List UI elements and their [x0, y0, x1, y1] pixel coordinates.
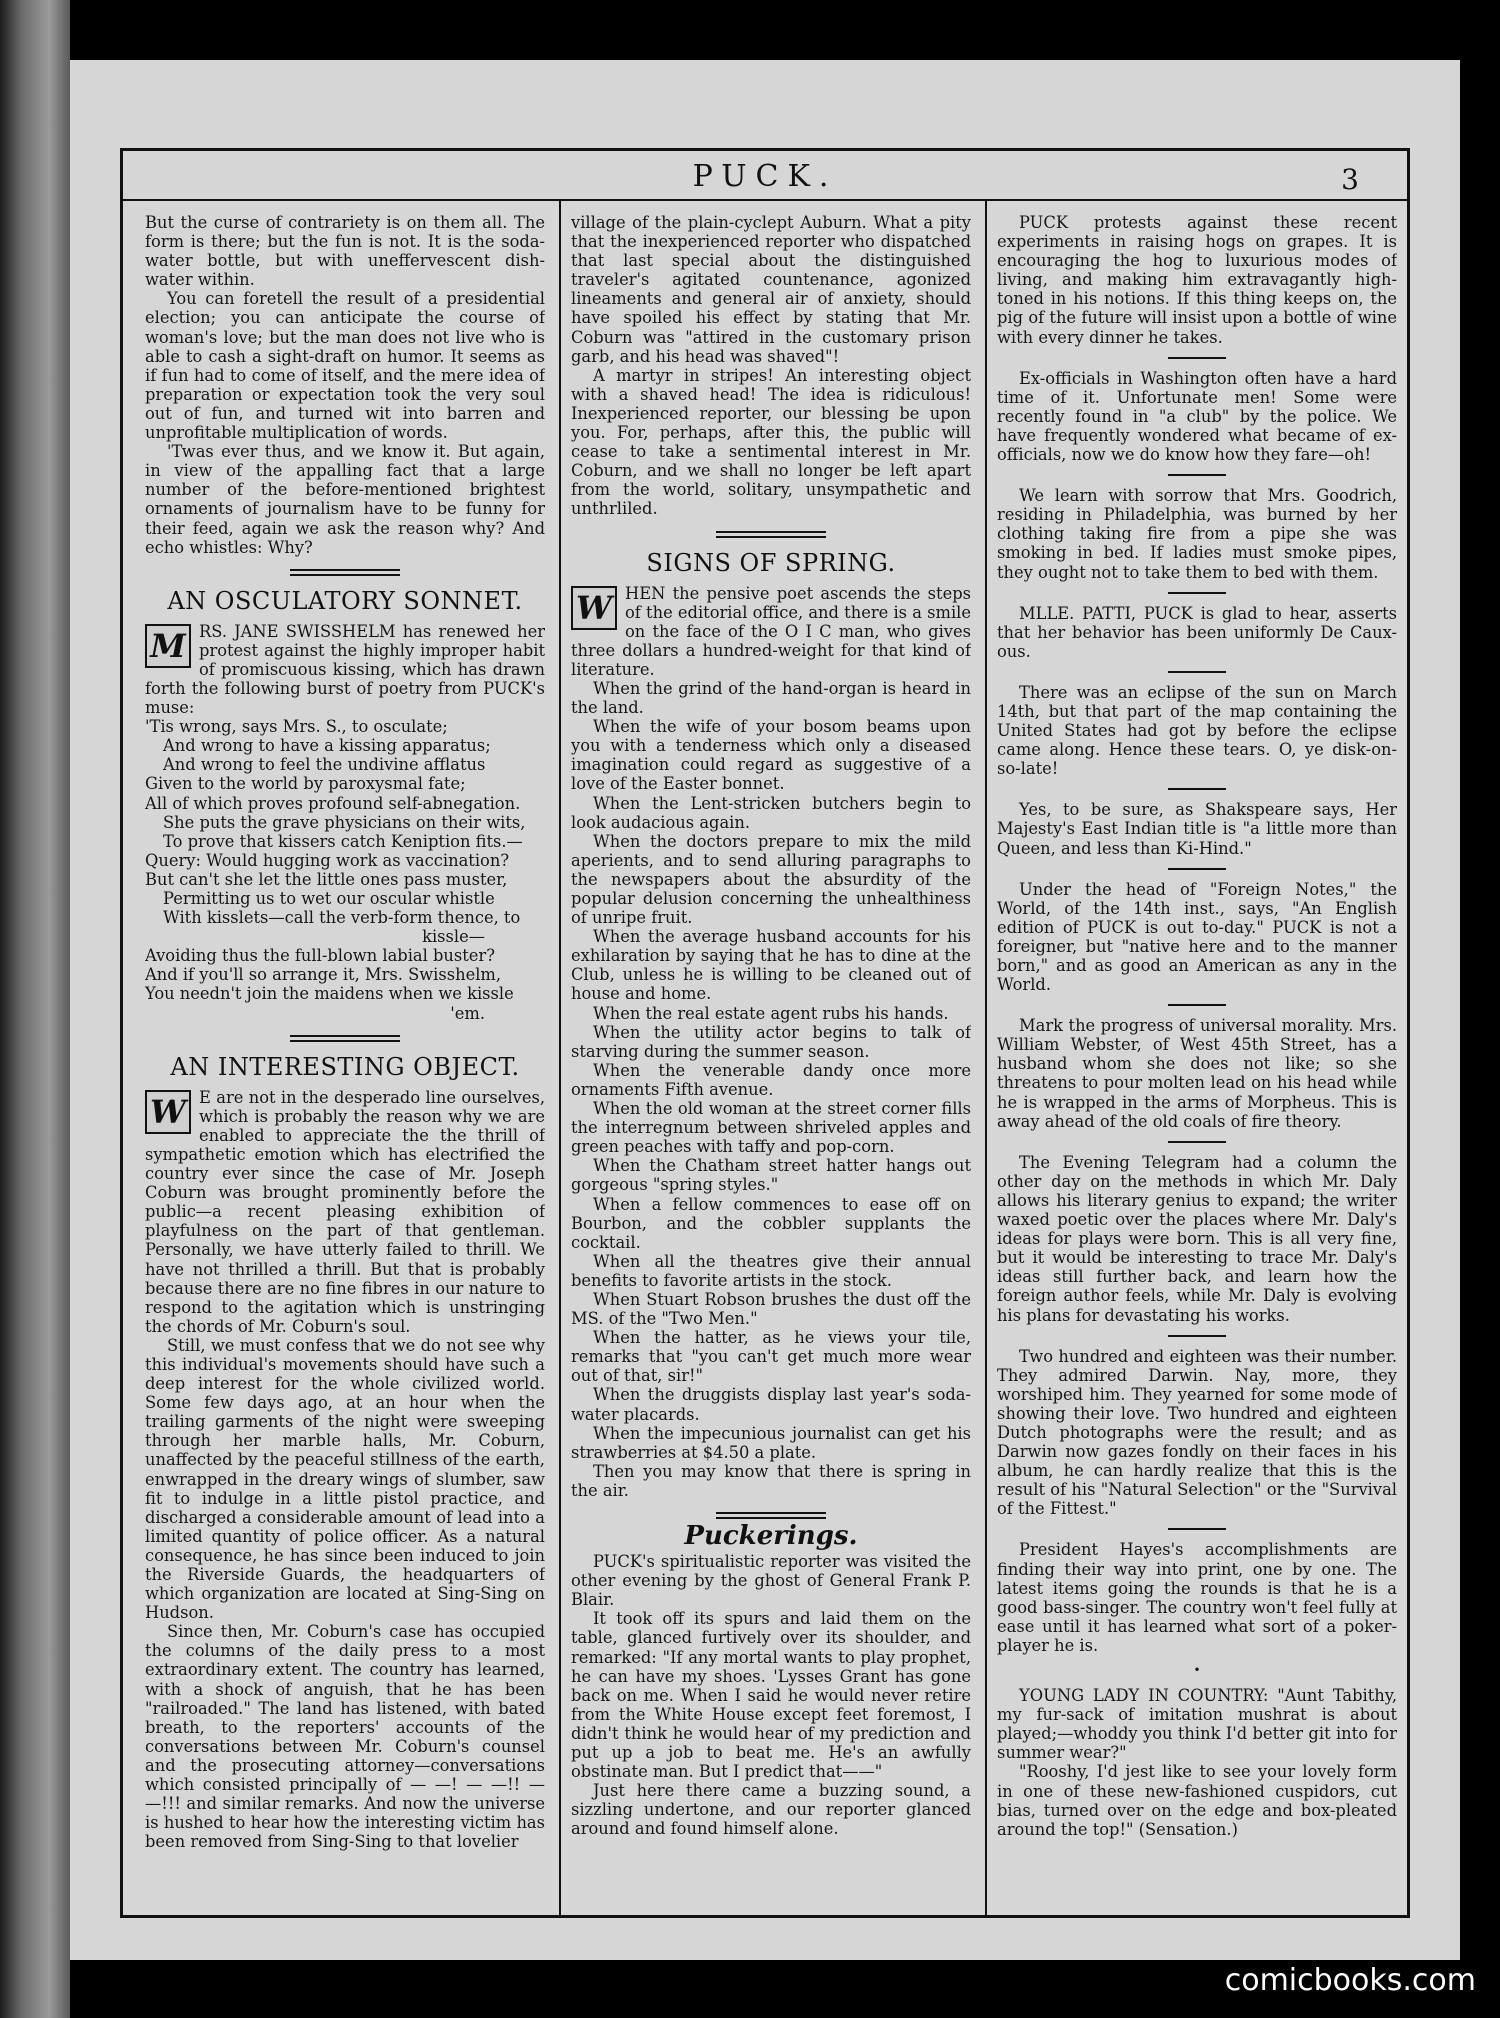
page-number: 3	[1341, 163, 1359, 196]
item-divider	[1168, 788, 1226, 790]
dot-divider: •	[1193, 1663, 1201, 1677]
news-item: The Evening Telegram had a column the other day on the methods in which Mr. Daly allows his literary genius to expand; the writer waxed poetic over the places where Mr. Daly's ideas for plays were born. This is all very fine, but it would be interesting to trace Mr. Daly's ideas still further back, and learn how the foreign author feels, while Mr. Daly is evolving his plans for devastating his works.	[997, 1152, 1397, 1325]
poem-line: She puts the grave physicians on their wits,	[163, 812, 526, 832]
poem-line: 'Tis wrong, says Mrs. S., to osculate;	[145, 717, 448, 737]
paragraph: When the Lent-stricken butchers begin to look audacious again.	[571, 793, 971, 832]
paragraph: PUCK's spiritualistic reporter was visited the other evening by the ghost of General Frank P. Blair.	[571, 1552, 971, 1610]
poem-line: kissle—	[422, 927, 485, 947]
dialogue-line: YOUNG LADY IN COUNTRY: "Aunt Tabithy, my fur-sack of imitation mushrat is about played;—whoddy you think I'd better git into for summer wear?"	[997, 1686, 1397, 1763]
news-item: President Hayes's accomplishments are finding their way into print, one by one. The latest items going the rounds is that he is a good bass-singer. The country won't feel fully at ease until it has learned what sort of a poker-player he is.	[997, 1540, 1397, 1655]
item-divider	[1168, 357, 1226, 359]
column-2	[571, 213, 971, 1901]
news-item: PUCK protests against these recent experiments in raising hogs on grapes. It is encouraging the hog to luxurious modes of living, and making him extravagantly high-toned in his notions. If this thing keeps on, the pig of the future will insist upon a bottle of wine with every dinner he takes.	[997, 213, 1397, 347]
paragraph: When a fellow commences to ease off on Bourbon, and the cobbler supplants the cocktail.	[571, 1194, 971, 1252]
paragraph: When the utility actor begins to talk of starving during the summer season.	[571, 1022, 971, 1061]
poem-line: And wrong to feel the undivine afflatus	[163, 755, 486, 775]
column-1	[145, 213, 545, 1901]
item-divider	[1168, 671, 1226, 673]
paragraph: When the Chatham street hatter hangs out gorgeous "spring styles."	[571, 1156, 971, 1195]
paragraph: You can foretell the result of a presidential election; you can anticipate the course of woman's love; but the man does not live who is able to cash a sight-draft on humor. It seems as if fun had to come of itself, and the mere idea of preparation or expectation took the very soul out of fun, and turned wit into barren and unprofitable multiplication of words.	[145, 289, 545, 443]
news-item: Mark the progress of universal morality. Mrs. William Webster, of West 45th Street, has a husband whom she does not like; so she threatens to pour molten lead on his head while he is wrapped in the arms of Morpheus. This is away ahead of the old coals of fire theory.	[997, 1016, 1397, 1131]
paragraph: When the doctors prepare to mix the mild aperients, and to send alluring paragraphs to the newspapers about the absurdity of the popular delusion concerning the unhealthiness of unripe fruit.	[571, 831, 971, 928]
paragraph: A martyr in stripes! An interesting object with a shaved head! The idea is ridiculous! Inexperienced reporter, our blessing be upon you. For, perhaps, after this, the public will cease to take a sentimental interest in Mr. Coburn, and we shall no longer be left apart from the world, solitary, unsympathetic and unthrliled.	[571, 365, 971, 519]
section-heading: SIGNS OF SPRING.	[646, 548, 896, 577]
paragraph: When the grind of the hand-organ is heard in the land.	[571, 678, 971, 718]
poem-line: All of which proves profound self-abnegation.	[145, 793, 521, 813]
column-3	[997, 213, 1397, 1901]
paragraph: When all the theatres give their annual benefits to favorite artists in the stock.	[571, 1251, 971, 1290]
sonnet-intro-block	[145, 622, 545, 717]
paragraph: Still, we must confess that we do not see why this individual's movements should have such a deep interest for the whole civilized world. Some few days ago, at an hour when the trailing garments of the night were sweeping through her marble halls, Mr. Coburn, unaffected by the peaceful stillness of the earth, enwrapped in the dreary wings of slumber, saw fit to indulge in a little pistol practice, and discharged a considerable amount of lead into a limited quantity of police officer. As a natural consequence, he has since been induced to join the Riverside Guards, the headquarters of which organization are located at Sing-Sing on Hudson.	[145, 1335, 545, 1623]
item-divider	[1168, 592, 1226, 594]
paragraph: When the hatter, as he views your tile, remarks that "you can't get much more wear out of that, sir!"	[571, 1328, 971, 1386]
section-divider	[716, 1512, 826, 1519]
paragraph: When Stuart Robson brushes the dust off the MS. of the "Two Men."	[571, 1289, 971, 1329]
paragraph: When the real estate agent rubs his hands.	[593, 1003, 949, 1023]
poem-line: But can't she let the little ones pass muster,	[145, 869, 508, 889]
paragraph: It took off its spurs and laid them on the table, glanced furtively over its shoulder, and remarked: "If any mortal wants to play prophet, he can have my shoes. 'Lysses Grant has gone back on me. When I said he would never retire from the White House except feet foremost, I didn't think he would hear of my prediction and put up a job to beat me. He's an awfully obstinate man. But I predict that——"	[571, 1609, 971, 1782]
paragraph: When the druggists display last year's soda-water placards.	[571, 1385, 971, 1424]
page-frame	[120, 148, 1410, 1918]
poem	[145, 717, 545, 1023]
poem-line: To prove that kissers catch Keniption fits.—	[163, 831, 523, 851]
paragraph: When the average husband accounts for his exhilaration by saying that he has to dine at the Club, unless he is willing to be cleaned out of house and home.	[571, 927, 971, 1004]
item-divider	[1168, 1335, 1226, 1337]
section-divider	[716, 531, 826, 538]
poem-line: Query: Would hugging work as vaccination?	[145, 850, 510, 870]
poem-line: 'em.	[450, 1003, 485, 1023]
newspaper-page	[70, 60, 1460, 1960]
book-spine	[0, 0, 70, 2018]
paragraph: Since then, Mr. Coburn's case has occupied the columns of the daily press to a most extraordinary extent. The country has learned, with a shock of anguish, that he has been "railroaded." The land has listened, with bated breath, to the reporters' accounts of the conversations between Mr. Coburn's counsel and the prosecuting attorney—conversations which consisted principally of — —! — —!! — —!!! and similar remarks. And now the universe is hushed to hear how the interesting victim has been removed from Sing-Sing to that lovelier	[145, 1622, 545, 1852]
news-item: Two hundred and eighteen was their number. They admired Darwin. Nay, more, they worshiped him. They yearned for some mode of showing their love. Two hundred and eighteen Dutch photographs were the result; and as Darwin now gazes fondly on their faces in his album, he can hardly realize that this is the result of his "Natural Selection" or the "Survival of the Fittest."	[997, 1346, 1397, 1519]
item-divider	[1168, 868, 1226, 870]
news-item: Ex-officials in Washington often have a hard time of it. Unfortunate men! Some were recently found in "a club" by the police. We have frequently wondered what became of ex-officials, now we do know how they fare—oh!	[997, 368, 1397, 465]
section-heading: AN OSCULATORY SONNET.	[167, 586, 523, 615]
dropcap-letter: W	[145, 1090, 191, 1134]
paragraph: 'Twas ever thus, and we know it. But again, in view of the appalling fact that a large number of the before-mentioned brightest ornaments of journalism have to be funny for their feed, again we ask the reason why? And echo whistles: Why?	[145, 442, 545, 557]
news-item: There was an eclipse of the sun on March 14th, but that part of the map containing the United States had got by before the eclipse came along. Hence these tears. O, ye disk-on-so-late!	[997, 682, 1397, 779]
paragraph: Then you may know that there is spring in the air.	[571, 1461, 971, 1500]
masthead	[123, 151, 1407, 201]
item-divider	[1168, 474, 1226, 476]
paragraph: When the old woman at the street corner fills the interregnum between shriveled apples and green peaches with taffy and pop-corn.	[571, 1099, 971, 1157]
poem-line: Given to the world by paroxysmal fate;	[145, 774, 466, 794]
poem-line: Permitting us to wet our oscular whistle	[163, 889, 495, 908]
section-heading: AN INTERESTING OBJECT.	[170, 1052, 520, 1081]
masthead-title: PUCK.	[692, 159, 838, 194]
poem-line: Avoiding thus the full-blown labial buster?	[145, 946, 495, 966]
news-item: Under the head of "Foreign Notes," the World, of the 14th inst., says, "An English edition of PUCK is out to-day." PUCK is not a foreigner, but "native here and to the manner born," and as good an American as any in the World.	[997, 879, 1397, 995]
item-divider	[1168, 1528, 1226, 1530]
spring-first-block	[571, 584, 971, 679]
news-item: We learn with sorrow that Mrs. Goodrich, residing in Philadelphia, was burned by her clothing taking fire from a pipe she was smoking in bed. If ladies must smoke pipes, they ought not to take them to bed with them.	[997, 486, 1397, 582]
paragraph: village of the plain-cyclept Auburn. What a pity that the inexperienced reporter who dispatched that last special about the distinguished traveler's agitated countenance, agonized lineaments and general air of anxiety, should have spoiled his effect by stating that Mr. Coburn was "attired in the customary prison garb, and his head was shaved"!	[571, 213, 971, 366]
dropcap-letter: W	[571, 586, 617, 630]
news-item: MLLE. PATTI, PUCK is glad to hear, asserts that her behavior has been uniformly De Caux-ous.	[997, 603, 1397, 661]
paragraph: HEN the pensive poet ascends the steps of the editorial office, and there is a smile on the face of the O I C man, who gives three dollars a hundred-weight for that kind of literature.	[571, 583, 971, 679]
paragraph: But the curse of contrariety is on them all. The form is there; but the fun is not. It is the soda-water bottle, but with uneffervescent dish-water within.	[145, 213, 545, 290]
section-divider	[290, 1035, 400, 1042]
paragraph: E are not in the desperado line ourselves, which is probably the reason why we are enabled to appreciate the the thrill of sympathetic emotion which has electrified the country ever since the case of Mr. Joseph Coburn was brought prominently before the public—a recent pleasing exhibition of playfulness on the part of that gentleman. Personally, we have utterly failed to thrill. We have not thrilled a thrill. But that is probably because there are no fine fibres in our nature to respond to the agitation which is unstringing the chords of Mr. Coburn's soul.	[145, 1087, 545, 1336]
paragraph: When the wife of your bosom beams upon you with a tenderness which only a diseased imagination could regard as suggestive of a love of the Easter bonnet.	[571, 717, 971, 794]
watermark: comicbooks.com	[1224, 1963, 1476, 1998]
section-divider	[290, 569, 400, 576]
column-rule	[985, 201, 987, 1915]
poem-line: You needn't join the maidens when we kissle	[145, 984, 514, 1004]
poem-line: And wrong to have a kissing apparatus;	[163, 736, 491, 756]
section-heading: Puckerings.	[684, 1521, 858, 1551]
paragraph: RS. JANE SWISSHELM has renewed her protest against the highly improper habit of promiscuous kissing, which has drawn forth the following burst of poetry from PUCK's muse:	[145, 621, 545, 718]
dropcap-letter: M	[145, 624, 191, 668]
paragraph: When the venerable dandy once more ornaments Fifth avenue.	[571, 1060, 971, 1099]
news-item: Yes, to be sure, as Shakspeare says, Her Majesty's East Indian title is "a little more than Queen, and less than Ki-Hind."	[997, 800, 1397, 858]
item-divider	[1168, 1004, 1226, 1006]
poem-line: With kisslets—call the verb-form thence, to	[163, 908, 521, 928]
object-first-block	[145, 1088, 545, 1336]
paragraph: Just here there came a buzzing sound, a sizzling undertone, and our reporter glanced around and found himself alone.	[571, 1781, 971, 1839]
item-divider	[1168, 1141, 1226, 1143]
dialogue-line: "Rooshy, I'd jest like to see your lovely form in one of these new-fashioned cuspidors, cut bias, turned over on the edge and box-pleated around the top!" (Sensation.)	[997, 1762, 1397, 1839]
poem-line: And if you'll so arrange it, Mrs. Swisshelm,	[145, 965, 502, 985]
column-rule	[559, 201, 561, 1915]
paragraph: When the impecunious journalist can get his strawberries at $4.50 a plate.	[571, 1423, 971, 1462]
